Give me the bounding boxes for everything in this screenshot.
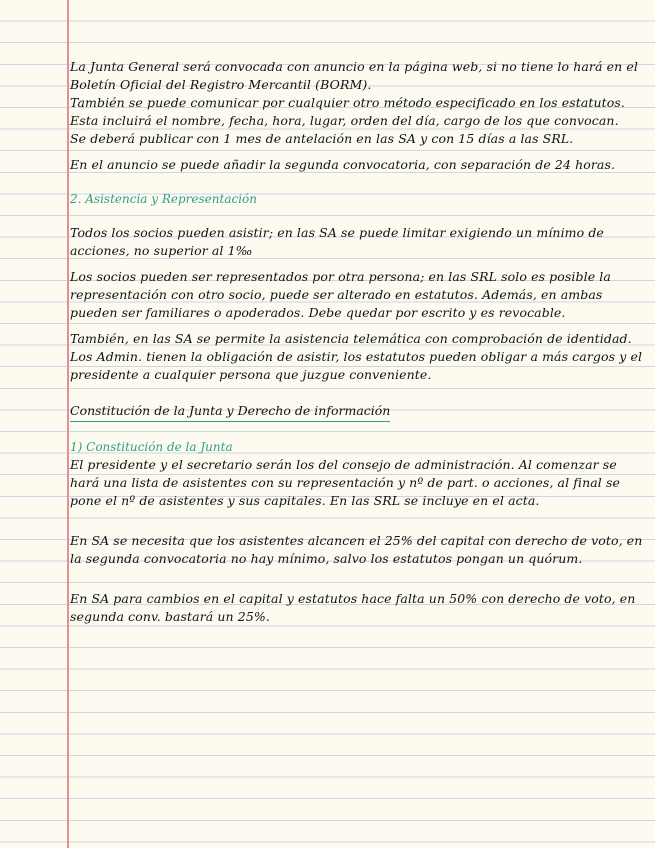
section3-paragraph-2: En SA se necesita que los asistentes alcancen el 25% del capital con derecho de voto, en la segunda convocatoria no hay mínimo, salvo los estatutos pongan un quórum. — [70, 533, 643, 566]
section2-paragraph-2: Los socios pueden ser representados por otra persona; en las SRL solo es posible la representación con otro socio, puede ser alterado en estatutos. Además, en ambas pueden ser familiares o apoderados. Debe quedar por escrito y es revocable. — [70, 269, 611, 320]
section2-paragraph-3: También, en las SA se permite la asistencia telemática con comprobación de identidad. — [70, 331, 632, 346]
section3-paragraph-1: El presidente y el secretario serán los del consejo de administración. Al comenzar se hará una lista de asistentes con su representación y nº de part. o acciones, al final se pone el nº de asistentes y sus capitales. En las SRL se incluye en el acta. — [70, 457, 620, 508]
notebook-margin-line — [67, 0, 69, 848]
section-heading-asistencia: 2. Asistencia y Representación — [70, 192, 257, 206]
section2-paragraph-4: Los Admin. tienen la obligación de asistir, los estatutos pueden obligar a más cargos y el presidente a cualquier persona que juzgue conveniente. — [70, 349, 643, 382]
intro-paragraph-1: La Junta General será convocada con anuncio en la página web, si no tiene lo hará en el Boletín Oficial del Registro Mercantil (BORM). — [70, 59, 638, 92]
section2-paragraph-1: Todos los socios pueden asistir; en las SA se puede limitar exigiendo un mínimo de acciones, no superior al 1‰ — [70, 225, 604, 258]
section3-paragraph-3: En SA para cambios en el capital y estatutos hace falta un 50% con derecho de voto, en segunda conv. bastará un 25%. — [70, 591, 636, 624]
subsection-heading-constitucion: 1) Constitución de la Junta — [70, 440, 233, 454]
notebook-page — [70, 58, 648, 626]
intro-paragraph-5: En el anuncio se puede añadir la segunda convocatoria, con separación de 24 horas. — [70, 157, 616, 172]
section-heading-constitucion-wrap — [70, 400, 648, 422]
intro-paragraph-3: Esta incluirá el nombre, fecha, hora, lugar, orden del día, cargo de los que convocan. — [70, 113, 619, 128]
intro-paragraph-2: También se puede comunicar por cualquier otro método especificado en los estatutos. — [70, 95, 625, 110]
intro-paragraph-4: Se deberá publicar con 1 mes de antelación en las SA y con 15 días a las SRL. — [70, 131, 574, 146]
section-heading-constitucion: Constitución de la Junta y Derecho de información — [70, 402, 390, 422]
